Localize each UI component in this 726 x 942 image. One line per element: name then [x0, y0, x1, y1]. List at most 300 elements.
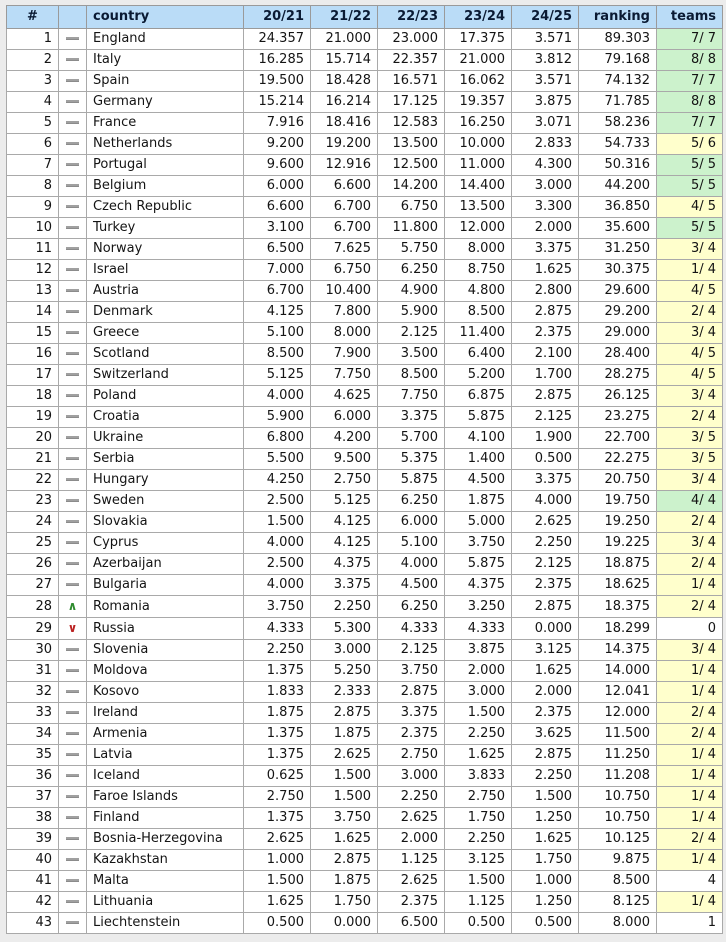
trend-cell — [59, 302, 87, 323]
rank-cell: 31 — [7, 661, 59, 682]
ranking-cell: 29.200 — [579, 302, 657, 323]
season-cell: 6.250 — [378, 491, 445, 512]
season-cell: 2.250 — [512, 766, 579, 787]
rank-cell: 24 — [7, 512, 59, 533]
teams-cell: 4/ 5 — [657, 365, 723, 386]
season-cell: 5.000 — [445, 512, 512, 533]
trend-cell — [59, 344, 87, 365]
teams-cell: 3/ 5 — [657, 449, 723, 470]
trend-same-icon — [66, 669, 79, 672]
teams-cell: 2/ 4 — [657, 703, 723, 724]
table-row — [7, 724, 723, 745]
teams-cell: 1/ 4 — [657, 787, 723, 808]
table-row — [7, 850, 723, 871]
season-cell: 2.625 — [378, 871, 445, 892]
season-cell: 3.875 — [445, 640, 512, 661]
season-cell: 4.300 — [512, 155, 579, 176]
ranking-header: ranking — [579, 6, 657, 29]
ranking-cell: 19.225 — [579, 533, 657, 554]
season-cell: 1.375 — [244, 661, 311, 682]
country-cell: Kazakhstan — [87, 850, 244, 871]
season-cell: 0.500 — [445, 913, 512, 934]
rank-cell: 40 — [7, 850, 59, 871]
trend-same-icon — [66, 415, 79, 418]
season-cell: 1.875 — [445, 491, 512, 512]
season-cell: 2.875 — [378, 682, 445, 703]
season-cell: 4.125 — [244, 302, 311, 323]
season-cell: 3.250 — [445, 596, 512, 618]
season-cell: 2.750 — [378, 745, 445, 766]
country-cell: Hungary — [87, 470, 244, 491]
season-cell: 2.250 — [244, 640, 311, 661]
season-cell: 9.200 — [244, 134, 311, 155]
table-row — [7, 134, 723, 155]
season-cell: 1.125 — [445, 892, 512, 913]
trend-cell — [59, 808, 87, 829]
trend-same-icon — [66, 583, 79, 586]
trend-cell — [59, 449, 87, 470]
trend-cell — [59, 871, 87, 892]
trend-same-icon — [66, 457, 79, 460]
trend-down-icon: ∨ — [67, 621, 78, 635]
season-cell: 2.125 — [512, 407, 579, 428]
season-cell: 6.700 — [311, 197, 378, 218]
season-cell: 1.000 — [244, 850, 311, 871]
rank-cell: 17 — [7, 365, 59, 386]
trend-cell — [59, 134, 87, 155]
ranking-cell: 22.275 — [579, 449, 657, 470]
table-row — [7, 344, 723, 365]
season-cell: 5.375 — [378, 449, 445, 470]
season-cell: 7.000 — [244, 260, 311, 281]
rank-cell: 4 — [7, 92, 59, 113]
season-cell: 4.500 — [378, 575, 445, 596]
teams-header: teams — [657, 6, 723, 29]
season-cell: 10.000 — [445, 134, 512, 155]
trend-cell — [59, 850, 87, 871]
season-cell: 1.750 — [512, 850, 579, 871]
ranking-cell: 18.299 — [579, 618, 657, 640]
trend-same-icon — [66, 478, 79, 481]
trend-cell — [59, 365, 87, 386]
rank-cell: 14 — [7, 302, 59, 323]
trend-cell — [59, 596, 87, 618]
trend-cell — [59, 92, 87, 113]
trend-cell — [59, 470, 87, 491]
table-row — [7, 703, 723, 724]
trend-cell — [59, 703, 87, 724]
rank-cell: 38 — [7, 808, 59, 829]
season-cell: 1.625 — [512, 829, 579, 850]
season-cell: 3.300 — [512, 197, 579, 218]
season-cell: 5.700 — [378, 428, 445, 449]
ranking-cell: 26.125 — [579, 386, 657, 407]
country-cell: Ireland — [87, 703, 244, 724]
season-cell: 2.875 — [512, 386, 579, 407]
season-cell: 19.200 — [311, 134, 378, 155]
country-header: country — [87, 6, 244, 29]
teams-cell: 1/ 4 — [657, 661, 723, 682]
season-cell: 1.500 — [244, 512, 311, 533]
teams-cell: 1/ 4 — [657, 745, 723, 766]
season-cell: 2.875 — [512, 745, 579, 766]
table-row — [7, 197, 723, 218]
ranking-cell: 35.600 — [579, 218, 657, 239]
season-cell: 1.375 — [244, 724, 311, 745]
season-cell: 3.375 — [311, 575, 378, 596]
season-cell: 3.750 — [445, 533, 512, 554]
ranking-cell: 11.500 — [579, 724, 657, 745]
season-cell: 1.750 — [311, 892, 378, 913]
season-cell: 4.100 — [445, 428, 512, 449]
country-cell: Norway — [87, 239, 244, 260]
season-cell: 3.375 — [378, 407, 445, 428]
season-cell: 0.500 — [512, 449, 579, 470]
season-cell: 6.250 — [378, 596, 445, 618]
teams-cell: 7/ 7 — [657, 29, 723, 50]
trend-cell — [59, 554, 87, 575]
rank-cell: 32 — [7, 682, 59, 703]
country-cell: Cyprus — [87, 533, 244, 554]
table-row — [7, 491, 723, 512]
season-cell: 9.500 — [311, 449, 378, 470]
season-cell: 6.500 — [378, 913, 445, 934]
season-cell: 5.875 — [378, 470, 445, 491]
season-cell: 3.571 — [512, 71, 579, 92]
season-cell: 7.916 — [244, 113, 311, 134]
season-cell: 6.700 — [311, 218, 378, 239]
teams-cell: 3/ 4 — [657, 533, 723, 554]
ranking-cell: 14.375 — [579, 640, 657, 661]
trend-cell — [59, 239, 87, 260]
season-cell: 10.400 — [311, 281, 378, 302]
season-cell: 8.000 — [311, 323, 378, 344]
trend-cell — [59, 618, 87, 640]
ranking-cell: 58.236 — [579, 113, 657, 134]
trend-cell — [59, 386, 87, 407]
ranking-cell: 22.700 — [579, 428, 657, 449]
ranking-cell: 29.600 — [579, 281, 657, 302]
season-cell: 1.625 — [512, 661, 579, 682]
season-cell: 2.375 — [378, 892, 445, 913]
season-cell: 3.812 — [512, 50, 579, 71]
rank-cell: 15 — [7, 323, 59, 344]
season-cell: 3.625 — [512, 724, 579, 745]
rank-cell: 27 — [7, 575, 59, 596]
rank-cell: 5 — [7, 113, 59, 134]
ranking-cell: 10.750 — [579, 808, 657, 829]
season-cell: 12.583 — [378, 113, 445, 134]
season-cell: 4.500 — [445, 470, 512, 491]
season-cell: 6.750 — [311, 260, 378, 281]
teams-cell: 0 — [657, 618, 723, 640]
season-cell: 6.600 — [311, 176, 378, 197]
season-cell: 2.000 — [512, 682, 579, 703]
trend-cell — [59, 512, 87, 533]
table-body — [7, 29, 723, 934]
season-cell: 16.250 — [445, 113, 512, 134]
season-cell: 6.000 — [378, 512, 445, 533]
trend-same-icon — [66, 289, 79, 292]
season-cell: 12.500 — [378, 155, 445, 176]
rank-cell: 1 — [7, 29, 59, 50]
table-row — [7, 470, 723, 491]
season-cell: 4.900 — [378, 281, 445, 302]
trend-same-icon — [66, 858, 79, 861]
table-row — [7, 281, 723, 302]
teams-cell: 2/ 4 — [657, 302, 723, 323]
season-cell: 1.500 — [445, 871, 512, 892]
season-cell: 4.000 — [378, 554, 445, 575]
season-cell: 4.000 — [244, 533, 311, 554]
season-cell: 0.000 — [512, 618, 579, 640]
season-cell: 4.250 — [244, 470, 311, 491]
trend-cell — [59, 155, 87, 176]
rank-cell: 25 — [7, 533, 59, 554]
season-cell: 15.714 — [311, 50, 378, 71]
country-cell: Belgium — [87, 176, 244, 197]
table-row — [7, 787, 723, 808]
trend-cell — [59, 407, 87, 428]
season-cell: 19.500 — [244, 71, 311, 92]
season-cell: 3.071 — [512, 113, 579, 134]
season-cell: 8.500 — [445, 302, 512, 323]
teams-cell: 1 — [657, 913, 723, 934]
teams-cell: 2/ 4 — [657, 724, 723, 745]
season-cell: 3.875 — [512, 92, 579, 113]
rank-cell: 18 — [7, 386, 59, 407]
season-cell: 3.375 — [512, 239, 579, 260]
ranking-cell: 36.850 — [579, 197, 657, 218]
country-cell: Netherlands — [87, 134, 244, 155]
ranking-cell: 30.375 — [579, 260, 657, 281]
season-cell: 5.750 — [378, 239, 445, 260]
season-cell: 3.000 — [311, 640, 378, 661]
season-cell: 3.750 — [311, 808, 378, 829]
season-cell: 2.800 — [512, 281, 579, 302]
season-cell: 6.800 — [244, 428, 311, 449]
season-cell: 3.125 — [512, 640, 579, 661]
season-cell: 21.000 — [311, 29, 378, 50]
trend-cell — [59, 913, 87, 934]
season-cell: 5.500 — [244, 449, 311, 470]
season-header-2425: 24/25 — [512, 6, 579, 29]
season-cell: 2.750 — [244, 787, 311, 808]
season-cell: 6.400 — [445, 344, 512, 365]
table-row — [7, 386, 723, 407]
table-row — [7, 618, 723, 640]
country-cell: Israel — [87, 260, 244, 281]
season-cell: 3.571 — [512, 29, 579, 50]
season-cell: 1.625 — [311, 829, 378, 850]
season-cell: 4.800 — [445, 281, 512, 302]
rank-cell: 9 — [7, 197, 59, 218]
season-cell: 1.500 — [311, 787, 378, 808]
season-cell: 5.100 — [244, 323, 311, 344]
season-cell: 8.000 — [445, 239, 512, 260]
season-cell: 6.000 — [244, 176, 311, 197]
season-cell: 4.333 — [378, 618, 445, 640]
country-cell: Italy — [87, 50, 244, 71]
rank-cell: 23 — [7, 491, 59, 512]
season-cell: 2.250 — [445, 724, 512, 745]
season-cell: 1.000 — [512, 871, 579, 892]
season-cell: 1.500 — [512, 787, 579, 808]
season-cell: 6.750 — [378, 197, 445, 218]
rank-cell: 39 — [7, 829, 59, 850]
teams-cell: 8/ 8 — [657, 92, 723, 113]
ranking-cell: 20.750 — [579, 470, 657, 491]
season-cell: 5.900 — [244, 407, 311, 428]
teams-cell: 7/ 7 — [657, 113, 723, 134]
ranking-cell: 12.041 — [579, 682, 657, 703]
season-cell: 6.600 — [244, 197, 311, 218]
trend-same-icon — [66, 100, 79, 103]
teams-cell: 1/ 4 — [657, 575, 723, 596]
rank-cell: 22 — [7, 470, 59, 491]
rank-cell: 6 — [7, 134, 59, 155]
rank-cell: 16 — [7, 344, 59, 365]
teams-cell: 2/ 4 — [657, 554, 723, 575]
season-cell: 3.750 — [244, 596, 311, 618]
season-cell: 3.000 — [445, 682, 512, 703]
trend-cell — [59, 281, 87, 302]
ranking-cell: 12.000 — [579, 703, 657, 724]
country-cell: Portugal — [87, 155, 244, 176]
ranking-cell: 11.250 — [579, 745, 657, 766]
country-cell: England — [87, 29, 244, 50]
table-row — [7, 113, 723, 134]
season-cell: 2.375 — [512, 575, 579, 596]
table-row — [7, 176, 723, 197]
teams-cell: 1/ 4 — [657, 892, 723, 913]
season-cell: 1.125 — [378, 850, 445, 871]
trend-same-icon — [66, 900, 79, 903]
season-cell: 2.625 — [311, 745, 378, 766]
teams-cell: 1/ 4 — [657, 766, 723, 787]
country-cell: Kosovo — [87, 682, 244, 703]
season-cell: 2.500 — [244, 491, 311, 512]
season-cell: 5.300 — [311, 618, 378, 640]
trend-same-icon — [66, 436, 79, 439]
trend-same-icon — [66, 268, 79, 271]
season-cell: 12.916 — [311, 155, 378, 176]
trend-cell — [59, 745, 87, 766]
ranking-cell: 31.250 — [579, 239, 657, 260]
teams-cell: 4/ 5 — [657, 197, 723, 218]
teams-cell: 2/ 4 — [657, 407, 723, 428]
ranking-cell: 29.000 — [579, 323, 657, 344]
season-cell: 1.400 — [445, 449, 512, 470]
trend-same-icon — [66, 690, 79, 693]
teams-cell: 4/ 5 — [657, 281, 723, 302]
table-row — [7, 913, 723, 934]
ranking-cell: 44.200 — [579, 176, 657, 197]
table-row — [7, 554, 723, 575]
teams-cell: 3/ 4 — [657, 386, 723, 407]
teams-cell: 5/ 6 — [657, 134, 723, 155]
season-cell: 5.200 — [445, 365, 512, 386]
season-cell: 3.375 — [512, 470, 579, 491]
trend-same-icon — [66, 394, 79, 397]
season-cell: 3.375 — [378, 703, 445, 724]
season-cell: 1.625 — [244, 892, 311, 913]
season-cell: 2.250 — [512, 533, 579, 554]
table-row — [7, 596, 723, 618]
country-cell: Bulgaria — [87, 575, 244, 596]
season-cell: 4.625 — [311, 386, 378, 407]
teams-cell: 4/ 4 — [657, 491, 723, 512]
season-cell: 1.500 — [445, 703, 512, 724]
season-cell: 1.750 — [445, 808, 512, 829]
ranking-cell: 54.733 — [579, 134, 657, 155]
season-cell: 13.500 — [378, 134, 445, 155]
season-cell: 23.000 — [378, 29, 445, 50]
trend-cell — [59, 661, 87, 682]
ranking-cell: 50.316 — [579, 155, 657, 176]
country-cell: Iceland — [87, 766, 244, 787]
trend-cell — [59, 766, 87, 787]
rank-cell: 13 — [7, 281, 59, 302]
season-cell: 1.625 — [512, 260, 579, 281]
ranking-cell: 19.250 — [579, 512, 657, 533]
table-row — [7, 323, 723, 344]
season-cell: 18.416 — [311, 113, 378, 134]
season-cell: 4.000 — [512, 491, 579, 512]
trend-cell — [59, 829, 87, 850]
country-cell: Faroe Islands — [87, 787, 244, 808]
season-cell: 3.000 — [378, 766, 445, 787]
rank-cell: 30 — [7, 640, 59, 661]
rank-cell: 19 — [7, 407, 59, 428]
trend-same-icon — [66, 331, 79, 334]
table-row — [7, 218, 723, 239]
season-cell: 15.214 — [244, 92, 311, 113]
season-cell: 22.357 — [378, 50, 445, 71]
season-cell: 18.428 — [311, 71, 378, 92]
trend-same-icon — [66, 121, 79, 124]
season-cell: 3.000 — [512, 176, 579, 197]
season-cell: 2.000 — [378, 829, 445, 850]
ranking-cell: 19.750 — [579, 491, 657, 512]
teams-cell: 5/ 5 — [657, 176, 723, 197]
table-row — [7, 533, 723, 554]
season-cell: 2.125 — [512, 554, 579, 575]
country-cell: Turkey — [87, 218, 244, 239]
season-cell: 2.250 — [445, 829, 512, 850]
teams-cell: 4/ 5 — [657, 344, 723, 365]
trend-same-icon — [66, 753, 79, 756]
season-cell: 1.625 — [445, 745, 512, 766]
season-cell: 16.285 — [244, 50, 311, 71]
trend-cell — [59, 892, 87, 913]
season-cell: 5.250 — [311, 661, 378, 682]
season-cell: 1.500 — [244, 871, 311, 892]
trend-same-icon — [66, 226, 79, 229]
rank-cell: 28 — [7, 596, 59, 618]
teams-cell: 3/ 4 — [657, 239, 723, 260]
teams-cell: 3/ 4 — [657, 323, 723, 344]
rank-cell: 26 — [7, 554, 59, 575]
rank-cell: 20 — [7, 428, 59, 449]
rank-cell: 2 — [7, 50, 59, 71]
table-row — [7, 661, 723, 682]
trend-same-icon — [66, 520, 79, 523]
trend-same-icon — [66, 184, 79, 187]
season-cell: 7.625 — [311, 239, 378, 260]
country-cell: Spain — [87, 71, 244, 92]
rank-cell: 34 — [7, 724, 59, 745]
